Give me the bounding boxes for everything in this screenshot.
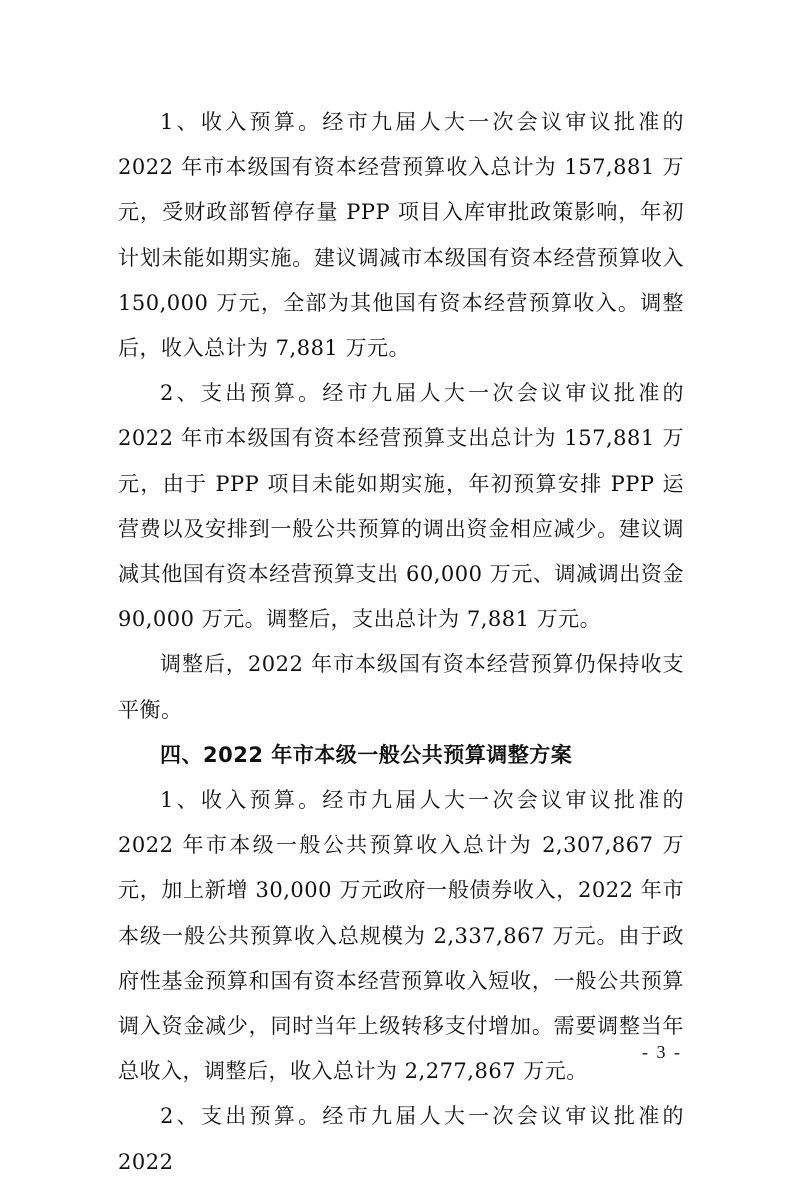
paragraph-state-capital-revenue: 1、收入预算。经市九届人大一次会议审议批准的 2022 年市本级国有资本经营预算收入总计为 157,881 万元，受财政部暂停存量 PPP 项目入库审批政策影响，年初计划未能如期实施。建议调减市本级国有资本经营预算收入 150,000 万元，全部为其他国有资本经营预算收入。调整后，收入总计为 7,881 万元。 [118,110,684,361]
paragraph-general-budget-revenue: 1、收入预算。经市九届人大一次会议审议批准的 2022 年市本级一般公共预算收入总计为 2,307,867 万元，加上新增 30,000 万元政府一般债券收入，2022 年市本级一般公共预算收入总规模为 2,337,867 万元。由于政府性基金预算和国有资本经营预算收入短收，一般公共预算调入资金减少，同时当年上级转移支付增加。需要调整当年总收入，调整后，收入总计为 2,277,867 万元。 [118,788,684,1084]
paragraph-state-capital-expenditure: 2、支出预算。经市九届人大一次会议审议批准的 2022 年市本级国有资本经营预算支出总计为 157,881 万元，由于 PPP 项目未能如期实施，年初预算安排 PPP 运营费以及安排到一般公共预算的调出资金相应减少。建议调减其他国有资本经营预算支出 60,000 万元、调减调出资金 90,000 万元。调整后，支出总计为 7,881 万元。 [118,381,684,632]
section-heading-general-budget: 四、2022 年市本级一般公共预算调整方案 [160,742,573,767]
paragraph-general-budget-expenditure: 2、支出预算。经市九届人大一次会议审议批准的 2022 [118,1104,684,1174]
document-body [118,100,684,1185]
page-number: - 3 - [642,1042,682,1062]
paragraph-state-capital-balance: 调整后，2022 年市本级国有资本经营预算仍保持收支平衡。 [118,652,684,722]
